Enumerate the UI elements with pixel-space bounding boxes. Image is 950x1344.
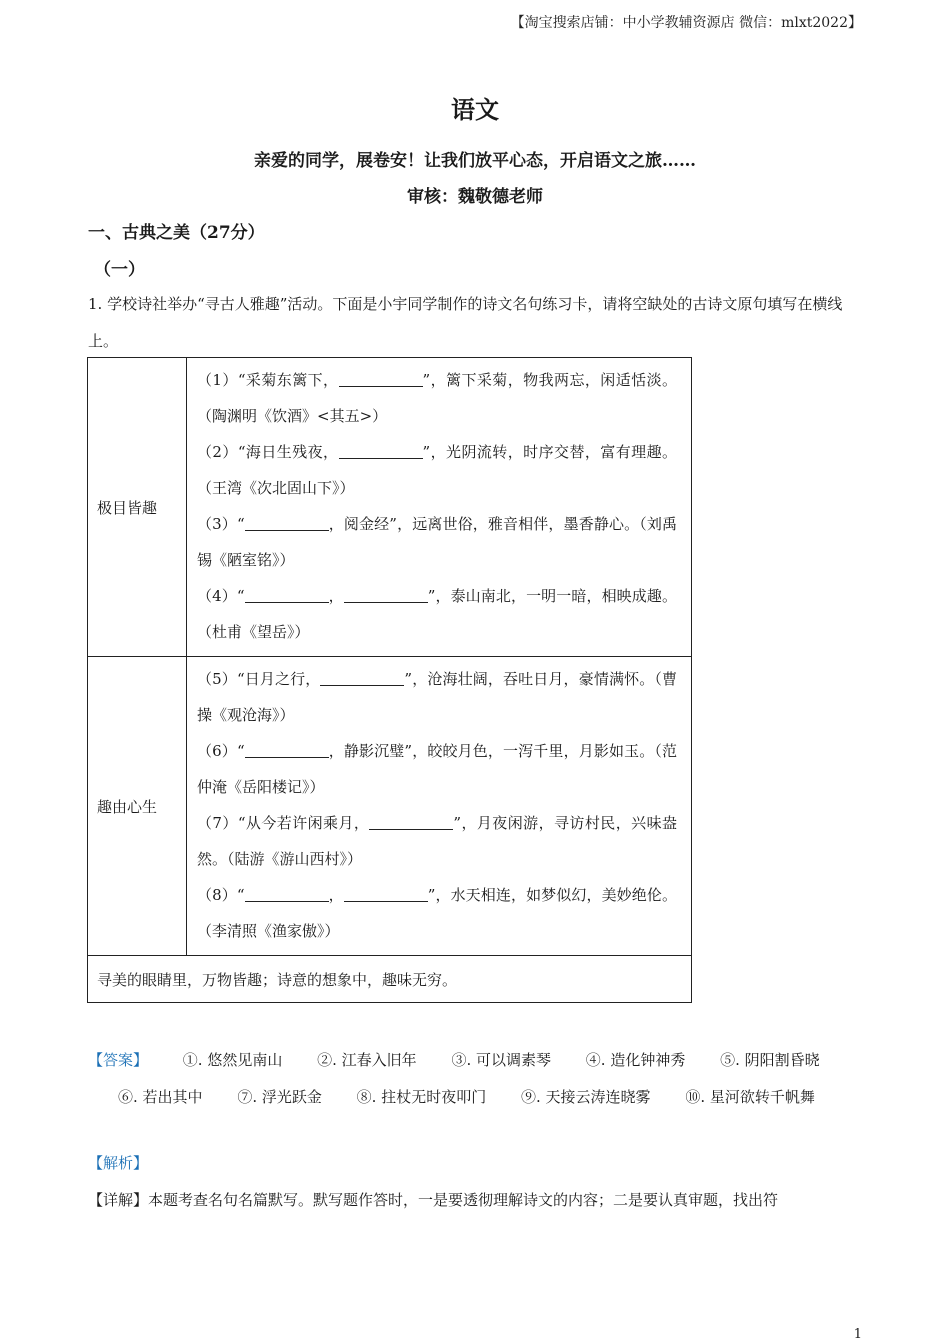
item-suffix: ”，月夜闲游，寻访村民，兴味盎然。（陆游《游山西村》）	[197, 814, 677, 868]
items-cell	[187, 657, 692, 956]
table-row	[88, 956, 692, 1003]
item-suffix: ”，泰山南北，一明一暗，相映成趣。（杜甫《望岳》）	[197, 587, 677, 641]
answer-item: ⑥. 若出其中	[118, 1088, 203, 1106]
answer-blank[interactable]	[245, 584, 329, 603]
header-note: 【淘宝搜索店铺：中小学教辅资源店 微信：mlxt2022】	[510, 15, 862, 31]
item-prefix: （8）“	[197, 886, 245, 904]
item-prefix: （5）“日月之行，	[197, 670, 321, 688]
fill-in-item	[197, 805, 677, 877]
item-suffix: ”，沧海壮阔，吞吐日月，豪情满怀。（曹操《观沧海》）	[197, 670, 677, 724]
answer-blank[interactable]	[369, 811, 453, 830]
answer-blank[interactable]	[245, 739, 329, 758]
answer-blank[interactable]	[339, 440, 423, 459]
fill-in-item: （8）“ ， ”，水天相连，如梦似幻，美妙绝伦。（李清照《渔家傲》）	[197, 877, 677, 949]
answer-block	[88, 1042, 864, 1116]
answer-item: ⑤. 阴阳割昏晓	[720, 1051, 820, 1069]
category-cell: 极目皆趣	[88, 358, 187, 657]
fill-in-item	[197, 661, 677, 733]
answer-blank[interactable]	[245, 883, 329, 902]
answer-blank[interactable]	[339, 368, 423, 387]
page-number: 1	[853, 1327, 862, 1342]
answer-item: ④. 造化钟神秀	[585, 1051, 686, 1069]
item-suffix: ”，光阴流转，时序交替，富有理趣。（王湾《次北固山下》）	[197, 443, 678, 497]
fill-in-item: （4）“ ， ”，泰山南北，一明一暗，相映成趣。（杜甫《望岳》）	[197, 578, 677, 650]
item-prefix: （1）“采菊东篱下，	[197, 371, 339, 389]
answer-blank[interactable]	[344, 584, 428, 603]
question-1-text: 1. 学校诗社举办“寻古人雅趣”活动。下面是小宇同学制作的诗文名句练习卡，请将空缺处的古诗文原句填写在横线上。	[88, 295, 843, 350]
item-suffix: ，静影沉璧”，皎皎月色，一泻千里，月影如玉。（范仲淹《岳阳楼记》）	[197, 742, 678, 796]
table-footer-cell: 寻美的眼睛里，万物皆趣；诗意的想象中，趣味无穷。	[88, 956, 692, 1003]
page-title: 语文	[451, 95, 499, 124]
table-row	[88, 358, 692, 657]
answer-blank[interactable]	[245, 512, 329, 531]
subtitle-greeting: 亲爱的同学，展卷安！让我们放平心态，开启语文之旅……	[254, 151, 696, 171]
item-suffix: ”，水天相连，如梦似幻，美妙绝伦。（李清照《渔家傲》）	[197, 886, 677, 940]
answer-item: ⑧. 拄杖无时夜叩门	[356, 1088, 487, 1106]
detail-text: 【详解】本题考查名句名篇默写。默写题作答时，一是要透彻理解诗文的内容；二是要认真审题，找出符	[88, 1191, 779, 1209]
subsection-heading: （一）	[94, 260, 145, 280]
answer-blank[interactable]	[344, 883, 428, 902]
item-prefix: （6）“	[197, 742, 245, 760]
fill-in-item	[197, 506, 677, 578]
fill-in-item	[197, 362, 677, 434]
item-suffix: ，阅金经”，远离世俗，雅音相伴，墨香静心。（刘禹锡《陋室铭》）	[197, 515, 678, 569]
analysis-tag: 【解析】	[88, 1154, 149, 1172]
item-prefix: （7）“从今若许闲乘月，	[197, 814, 370, 832]
section-heading: 一、古典之美（27分）	[88, 223, 265, 243]
practice-card-table	[87, 357, 692, 1003]
subtitle-reviewer: 审核：魏敬德老师	[407, 187, 543, 207]
fill-in-item	[197, 733, 677, 805]
item-suffix: ”，篱下采菊，物我两忘，闲适恬淡。（陶渊明《饮酒》<其五>）	[197, 371, 678, 425]
answer-item: ⑩. 星河欲转千帆舞	[685, 1088, 815, 1106]
category-cell: 趣由心生	[88, 657, 187, 956]
items-cell	[187, 358, 692, 657]
answer-item: ⑨. 天接云涛连晓雾	[520, 1088, 651, 1106]
answer-item: ③. 可以调素琴	[451, 1051, 551, 1069]
item-prefix: （2）“海日生残夜，	[197, 443, 339, 461]
answer-blank[interactable]	[320, 667, 404, 686]
answer-item: ⑦. 浮光跃金	[237, 1088, 322, 1106]
answer-tag: 【答案】	[88, 1051, 149, 1069]
answer-item: ②. 江春入旧年	[317, 1051, 417, 1069]
item-prefix: （3）“	[197, 515, 245, 533]
table-row	[88, 657, 692, 956]
item-prefix: （4）“	[197, 587, 245, 605]
fill-in-item	[197, 434, 677, 506]
answer-item: ①. 悠然见南山	[182, 1051, 283, 1069]
